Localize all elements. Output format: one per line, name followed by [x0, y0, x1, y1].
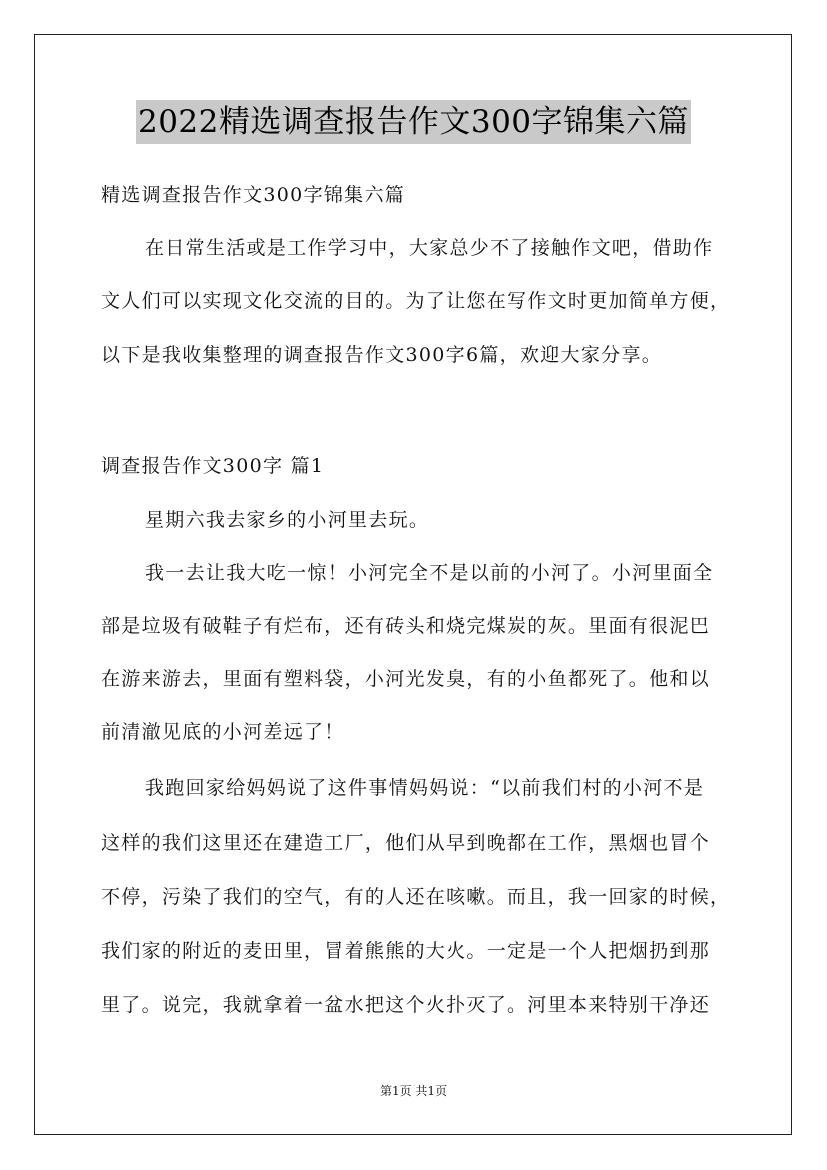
paragraph-2-line-4: 前清澈见底的小河差远了！	[101, 721, 345, 743]
paragraph-3-line-3: 不停，污染了我们的空气，有的人还在咳嗽。而且，我一回家的时候，	[101, 886, 731, 908]
paragraph-1: 星期六我去家乡的小河里去玩。	[145, 509, 430, 531]
document-subtitle: 精选调查报告作文300字锦集六篇	[101, 184, 406, 206]
intro-line-2: 文人们可以实现文化交流的目的。为了让您在写作文时更加简单方便，	[101, 290, 731, 312]
paragraph-3-line-4: 我们家的附近的麦田里，冒着熊熊的大火。一定是一个人把烟扔到那	[101, 940, 711, 962]
paragraph-2-line-2: 部是垃圾有破鞋子有烂布，还有砖头和烧完煤炭的灰。里面有很泥巴	[101, 615, 711, 637]
title-container	[0, 100, 827, 144]
page-footer: 第1页 共1页	[379, 1084, 448, 1098]
paragraph-3-line-1: 我跑回家给妈妈说了这件事情妈妈说：“以前我们村的小河不是	[145, 777, 705, 799]
paragraph-2-line-3: 在游来游去，里面有塑料袋，小河光发臭，有的小鱼都死了。他和以	[101, 668, 711, 690]
document-title: 2022精选调查报告作文300字锦集六篇	[136, 100, 691, 144]
paragraph-3-line-2: 这样的我们这里还在建造工厂，他们从早到晚都在工作，黑烟也冒个	[101, 832, 711, 854]
intro-line-1: 在日常生活或是工作学习中，大家总少不了接触作文吧，借助作	[145, 237, 714, 259]
intro-line-3: 以下是我收集整理的调查报告作文300字6篇，欢迎大家分享。	[101, 344, 663, 366]
paragraph-3-line-5: 里了。说完，我就拿着一盆水把这个火扑灭了。河里本来特别干净还	[101, 994, 711, 1016]
paragraph-2-line-1: 我一去让我大吃一惊！小河完全不是以前的小河了。小河里面全	[145, 562, 714, 584]
section-heading: 调查报告作文300字 篇1	[101, 455, 325, 477]
